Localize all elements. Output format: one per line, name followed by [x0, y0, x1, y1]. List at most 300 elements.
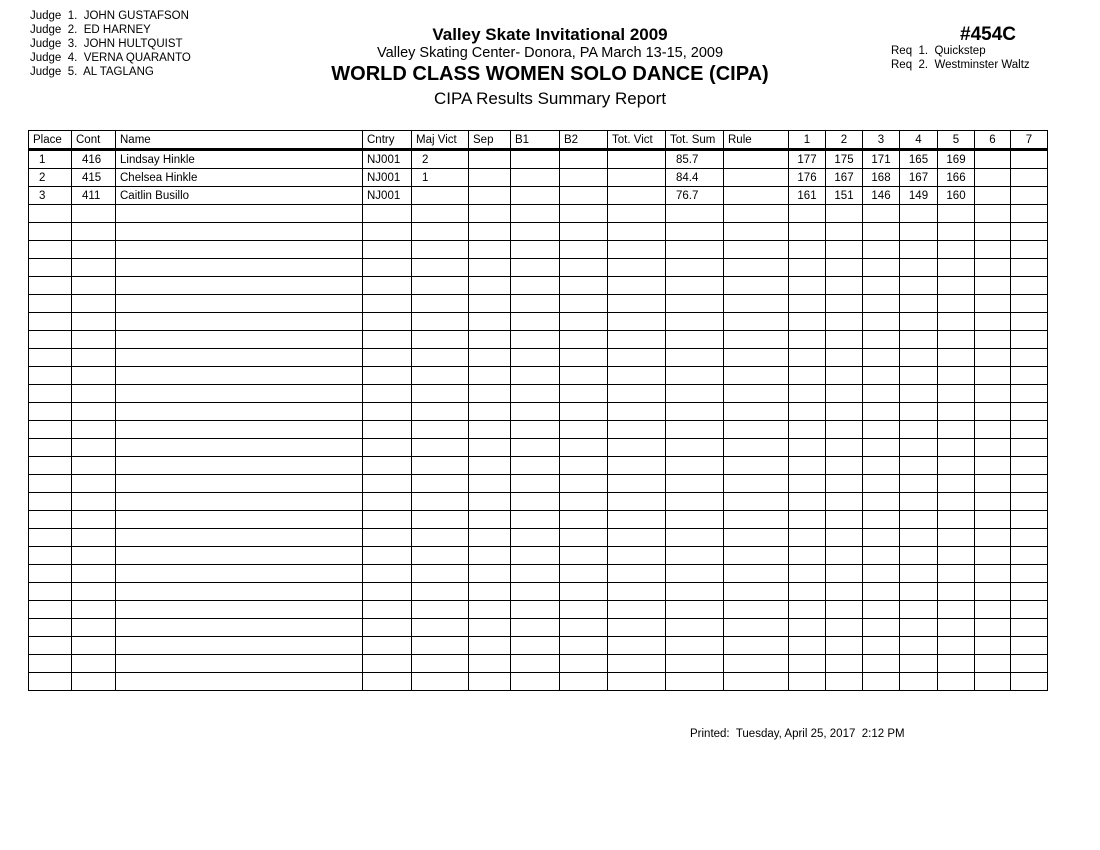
- empty-cell: [560, 439, 608, 457]
- empty-cell: [363, 349, 412, 367]
- empty-cell: [511, 259, 560, 277]
- empty-cell: [72, 439, 116, 457]
- empty-cell: [1011, 241, 1048, 259]
- empty-cell: [789, 565, 826, 583]
- empty-cell: [469, 259, 511, 277]
- empty-cell: [666, 673, 724, 691]
- empty-cell: [116, 475, 363, 493]
- empty-cell: [975, 565, 1011, 583]
- empty-cell: [938, 529, 975, 547]
- empty-cell: [29, 421, 72, 439]
- empty-cell: [116, 241, 363, 259]
- empty-cell: [975, 241, 1011, 259]
- cell-judge-3: 171: [863, 150, 900, 169]
- empty-cell: [863, 529, 900, 547]
- empty-cell: [412, 313, 469, 331]
- empty-cell: [72, 565, 116, 583]
- empty-cell: [724, 385, 789, 403]
- empty-cell: [469, 385, 511, 403]
- empty-cell: [511, 277, 560, 295]
- empty-cell: [789, 637, 826, 655]
- empty-cell: [412, 223, 469, 241]
- empty-cell: [1011, 637, 1048, 655]
- empty-cell: [363, 475, 412, 493]
- empty-cell: [29, 223, 72, 241]
- empty-cell: [412, 349, 469, 367]
- empty-cell: [938, 277, 975, 295]
- empty-cell: [863, 385, 900, 403]
- empty-cell: [826, 241, 863, 259]
- cell-judge-6: [975, 150, 1011, 169]
- empty-cell: [900, 619, 938, 637]
- empty-table-row: [29, 403, 1048, 421]
- empty-cell: [789, 529, 826, 547]
- empty-cell: [724, 403, 789, 421]
- cell-tot-vict: [608, 169, 666, 187]
- empty-cell: [900, 475, 938, 493]
- empty-cell: [469, 601, 511, 619]
- empty-cell: [826, 619, 863, 637]
- empty-cell: [560, 241, 608, 259]
- empty-cell: [900, 223, 938, 241]
- empty-cell: [938, 457, 975, 475]
- empty-cell: [363, 511, 412, 529]
- empty-cell: [724, 475, 789, 493]
- empty-cell: [1011, 439, 1048, 457]
- empty-table-row: [29, 547, 1048, 565]
- empty-cell: [72, 655, 116, 673]
- empty-cell: [511, 601, 560, 619]
- empty-cell: [863, 637, 900, 655]
- empty-cell: [560, 259, 608, 277]
- empty-cell: [29, 403, 72, 421]
- empty-cell: [116, 421, 363, 439]
- empty-cell: [789, 259, 826, 277]
- empty-cell: [511, 439, 560, 457]
- empty-cell: [469, 493, 511, 511]
- empty-cell: [560, 493, 608, 511]
- event-code: #454C: [960, 24, 1016, 45]
- empty-cell: [975, 547, 1011, 565]
- cell-tot-sum: 76.7: [666, 187, 724, 205]
- empty-cell: [666, 439, 724, 457]
- empty-cell: [116, 601, 363, 619]
- empty-cell: [511, 493, 560, 511]
- empty-cell: [608, 619, 666, 637]
- empty-table-row: [29, 259, 1048, 277]
- empty-cell: [938, 637, 975, 655]
- cell-maj-vict: 2: [412, 150, 469, 169]
- empty-cell: [608, 205, 666, 223]
- empty-cell: [900, 349, 938, 367]
- empty-cell: [975, 421, 1011, 439]
- cell-b2: [560, 187, 608, 205]
- empty-cell: [724, 331, 789, 349]
- empty-cell: [863, 367, 900, 385]
- empty-cell: [29, 673, 72, 691]
- empty-cell: [511, 583, 560, 601]
- empty-cell: [826, 637, 863, 655]
- empty-cell: [412, 403, 469, 421]
- empty-cell: [412, 259, 469, 277]
- empty-cell: [608, 385, 666, 403]
- cell-judge-4: 167: [900, 169, 938, 187]
- empty-cell: [938, 601, 975, 619]
- requirement-2: Req 2. Westminster Waltz: [891, 59, 1030, 71]
- cell-b1: [511, 187, 560, 205]
- empty-table-row: [29, 277, 1048, 295]
- empty-cell: [789, 619, 826, 637]
- empty-cell: [560, 457, 608, 475]
- cell-judge-2: 151: [826, 187, 863, 205]
- judge-2: Judge 2. ED HARNEY: [30, 24, 151, 36]
- empty-cell: [666, 619, 724, 637]
- empty-cell: [560, 601, 608, 619]
- empty-cell: [789, 367, 826, 385]
- empty-cell: [608, 295, 666, 313]
- table-row: [29, 187, 1048, 205]
- empty-cell: [469, 313, 511, 331]
- empty-cell: [1011, 313, 1048, 331]
- empty-cell: [666, 565, 724, 583]
- empty-cell: [938, 547, 975, 565]
- header-row: [29, 131, 1048, 150]
- empty-cell: [789, 583, 826, 601]
- empty-cell: [666, 385, 724, 403]
- empty-cell: [863, 655, 900, 673]
- empty-cell: [72, 313, 116, 331]
- cell-judge-6: [975, 169, 1011, 187]
- cell-cntry: NJ001: [363, 187, 412, 205]
- empty-cell: [608, 547, 666, 565]
- empty-cell: [900, 511, 938, 529]
- empty-cell: [560, 529, 608, 547]
- empty-cell: [29, 277, 72, 295]
- empty-cell: [29, 295, 72, 313]
- empty-cell: [469, 655, 511, 673]
- empty-cell: [666, 529, 724, 547]
- empty-cell: [608, 529, 666, 547]
- empty-cell: [116, 583, 363, 601]
- empty-cell: [863, 277, 900, 295]
- empty-cell: [29, 475, 72, 493]
- empty-cell: [469, 547, 511, 565]
- cell-judge-5: 166: [938, 169, 975, 187]
- empty-cell: [1011, 331, 1048, 349]
- empty-cell: [863, 457, 900, 475]
- empty-cell: [29, 241, 72, 259]
- empty-cell: [789, 673, 826, 691]
- empty-cell: [826, 547, 863, 565]
- empty-cell: [116, 223, 363, 241]
- cell-rule: [724, 150, 789, 169]
- empty-cell: [412, 637, 469, 655]
- empty-cell: [1011, 277, 1048, 295]
- empty-cell: [789, 349, 826, 367]
- empty-cell: [469, 331, 511, 349]
- col-judge-3: 3: [863, 131, 900, 150]
- cell-judge-1: 176: [789, 169, 826, 187]
- empty-cell: [826, 655, 863, 673]
- empty-cell: [1011, 673, 1048, 691]
- cell-name: Lindsay Hinkle: [116, 150, 363, 169]
- empty-cell: [724, 565, 789, 583]
- empty-cell: [975, 439, 1011, 457]
- empty-cell: [900, 313, 938, 331]
- empty-cell: [1011, 565, 1048, 583]
- col-name: Name: [116, 131, 363, 150]
- empty-cell: [900, 385, 938, 403]
- empty-cell: [29, 367, 72, 385]
- empty-cell: [560, 295, 608, 313]
- empty-cell: [1011, 223, 1048, 241]
- empty-cell: [29, 601, 72, 619]
- empty-cell: [975, 349, 1011, 367]
- empty-cell: [469, 295, 511, 313]
- empty-table-row: [29, 637, 1048, 655]
- empty-cell: [863, 205, 900, 223]
- empty-cell: [116, 511, 363, 529]
- empty-cell: [608, 367, 666, 385]
- empty-cell: [469, 241, 511, 259]
- empty-cell: [560, 205, 608, 223]
- empty-cell: [116, 547, 363, 565]
- empty-cell: [363, 673, 412, 691]
- empty-cell: [826, 367, 863, 385]
- cell-judge-2: 175: [826, 150, 863, 169]
- empty-cell: [975, 259, 1011, 277]
- empty-cell: [363, 601, 412, 619]
- empty-cell: [608, 655, 666, 673]
- empty-cell: [900, 583, 938, 601]
- empty-cell: [363, 529, 412, 547]
- empty-cell: [363, 637, 412, 655]
- judges-list: [30, 9, 191, 79]
- empty-cell: [560, 403, 608, 421]
- cell-judge-3: 168: [863, 169, 900, 187]
- empty-cell: [826, 295, 863, 313]
- empty-cell: [826, 403, 863, 421]
- empty-cell: [116, 403, 363, 421]
- empty-cell: [511, 313, 560, 331]
- empty-cell: [938, 619, 975, 637]
- cell-cntry: NJ001: [363, 150, 412, 169]
- empty-table-row: [29, 223, 1048, 241]
- empty-cell: [863, 223, 900, 241]
- cell-judge-2: 167: [826, 169, 863, 187]
- empty-cell: [666, 403, 724, 421]
- empty-cell: [29, 637, 72, 655]
- empty-cell: [826, 331, 863, 349]
- empty-cell: [938, 565, 975, 583]
- empty-cell: [789, 511, 826, 529]
- empty-cell: [863, 511, 900, 529]
- empty-cell: [724, 295, 789, 313]
- empty-cell: [412, 547, 469, 565]
- empty-cell: [666, 637, 724, 655]
- empty-cell: [116, 457, 363, 475]
- empty-cell: [469, 403, 511, 421]
- empty-cell: [116, 367, 363, 385]
- empty-cell: [1011, 529, 1048, 547]
- empty-cell: [789, 277, 826, 295]
- empty-table-row: [29, 349, 1048, 367]
- cell-cont: 411: [72, 187, 116, 205]
- empty-cell: [116, 277, 363, 295]
- cell-judge-5: 160: [938, 187, 975, 205]
- cell-judge-1: 177: [789, 150, 826, 169]
- empty-cell: [412, 601, 469, 619]
- empty-cell: [724, 205, 789, 223]
- empty-cell: [72, 367, 116, 385]
- empty-cell: [789, 421, 826, 439]
- empty-cell: [608, 241, 666, 259]
- empty-cell: [469, 421, 511, 439]
- empty-cell: [608, 277, 666, 295]
- empty-cell: [938, 403, 975, 421]
- empty-cell: [789, 547, 826, 565]
- empty-cell: [900, 439, 938, 457]
- empty-cell: [116, 349, 363, 367]
- empty-cell: [412, 529, 469, 547]
- empty-cell: [116, 673, 363, 691]
- empty-cell: [29, 547, 72, 565]
- empty-table-row: [29, 619, 1048, 637]
- empty-cell: [863, 259, 900, 277]
- empty-table-row: [29, 673, 1048, 691]
- requirement-1: Req 1. Quickstep: [891, 45, 986, 57]
- empty-cell: [789, 601, 826, 619]
- empty-cell: [469, 619, 511, 637]
- empty-cell: [116, 439, 363, 457]
- col-cont: Cont: [72, 131, 116, 150]
- empty-cell: [72, 403, 116, 421]
- empty-cell: [1011, 367, 1048, 385]
- empty-cell: [72, 259, 116, 277]
- empty-cell: [863, 313, 900, 331]
- empty-cell: [938, 493, 975, 511]
- empty-cell: [72, 619, 116, 637]
- empty-cell: [975, 277, 1011, 295]
- empty-cell: [724, 313, 789, 331]
- empty-cell: [560, 673, 608, 691]
- empty-cell: [29, 439, 72, 457]
- empty-cell: [724, 349, 789, 367]
- empty-cell: [412, 385, 469, 403]
- empty-cell: [938, 349, 975, 367]
- empty-cell: [72, 241, 116, 259]
- cell-b1: [511, 169, 560, 187]
- col-sep: Sep: [469, 131, 511, 150]
- empty-cell: [938, 421, 975, 439]
- empty-cell: [724, 241, 789, 259]
- empty-table-row: [29, 529, 1048, 547]
- empty-cell: [724, 511, 789, 529]
- cell-judge-1: 161: [789, 187, 826, 205]
- empty-cell: [469, 637, 511, 655]
- empty-cell: [412, 493, 469, 511]
- empty-cell: [608, 493, 666, 511]
- empty-cell: [975, 385, 1011, 403]
- empty-cell: [72, 529, 116, 547]
- col-judge-4: 4: [900, 131, 938, 150]
- empty-cell: [789, 457, 826, 475]
- cell-place: 3: [29, 187, 72, 205]
- empty-cell: [863, 565, 900, 583]
- empty-cell: [900, 601, 938, 619]
- empty-table-row: [29, 457, 1048, 475]
- empty-table-row: [29, 583, 1048, 601]
- empty-table-row: [29, 511, 1048, 529]
- empty-cell: [511, 457, 560, 475]
- empty-cell: [666, 583, 724, 601]
- empty-cell: [724, 529, 789, 547]
- empty-cell: [560, 547, 608, 565]
- empty-cell: [863, 475, 900, 493]
- empty-cell: [560, 313, 608, 331]
- empty-cell: [412, 295, 469, 313]
- empty-cell: [975, 403, 1011, 421]
- empty-cell: [938, 259, 975, 277]
- empty-cell: [608, 637, 666, 655]
- empty-cell: [412, 655, 469, 673]
- empty-cell: [363, 547, 412, 565]
- empty-cell: [975, 655, 1011, 673]
- cell-maj-vict: [412, 187, 469, 205]
- empty-cell: [72, 601, 116, 619]
- empty-cell: [560, 349, 608, 367]
- empty-cell: [900, 295, 938, 313]
- empty-cell: [511, 655, 560, 673]
- empty-cell: [789, 295, 826, 313]
- empty-cell: [469, 583, 511, 601]
- empty-cell: [975, 673, 1011, 691]
- empty-cell: [608, 583, 666, 601]
- cell-b2: [560, 169, 608, 187]
- empty-cell: [412, 565, 469, 583]
- empty-cell: [560, 277, 608, 295]
- empty-cell: [560, 619, 608, 637]
- empty-cell: [789, 403, 826, 421]
- empty-cell: [1011, 385, 1048, 403]
- empty-cell: [1011, 205, 1048, 223]
- empty-cell: [826, 565, 863, 583]
- empty-cell: [116, 637, 363, 655]
- empty-cell: [363, 583, 412, 601]
- empty-cell: [560, 511, 608, 529]
- empty-cell: [938, 439, 975, 457]
- empty-cell: [29, 493, 72, 511]
- empty-cell: [363, 385, 412, 403]
- empty-cell: [975, 457, 1011, 475]
- empty-cell: [363, 403, 412, 421]
- col-judge-5: 5: [938, 131, 975, 150]
- empty-cell: [469, 439, 511, 457]
- empty-cell: [363, 619, 412, 637]
- empty-cell: [666, 511, 724, 529]
- empty-cell: [975, 223, 1011, 241]
- empty-cell: [412, 439, 469, 457]
- empty-cell: [666, 223, 724, 241]
- empty-cell: [724, 457, 789, 475]
- empty-cell: [608, 565, 666, 583]
- empty-cell: [511, 223, 560, 241]
- empty-cell: [826, 259, 863, 277]
- empty-cell: [72, 547, 116, 565]
- empty-cell: [511, 349, 560, 367]
- empty-cell: [72, 295, 116, 313]
- empty-cell: [900, 331, 938, 349]
